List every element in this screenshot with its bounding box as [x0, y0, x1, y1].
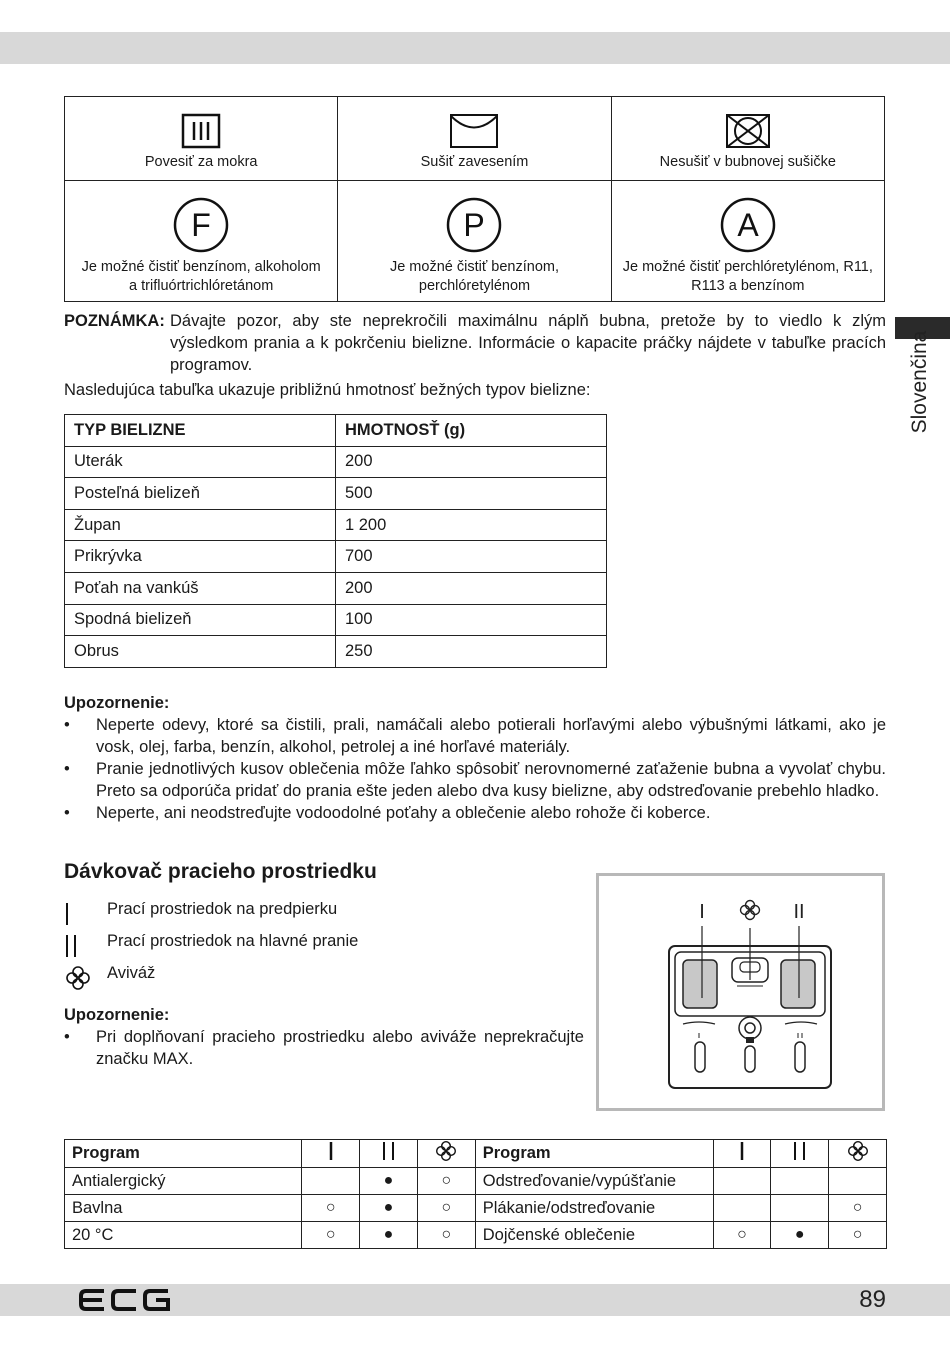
- dry-clean-a-icon: [719, 196, 777, 254]
- table-row: [65, 604, 607, 636]
- top-bar: [0, 32, 950, 64]
- care-label: Sušiť zavesením: [420, 154, 529, 170]
- cell: 250: [336, 636, 607, 668]
- ecg-logo: [78, 1288, 172, 1312]
- mark-cell: ○: [829, 1195, 887, 1222]
- program-table: [64, 1139, 887, 1249]
- care-label: Nesušiť v bubnovej sušičke: [659, 154, 836, 170]
- mark-cell: ●: [360, 1222, 418, 1249]
- flower-icon: [435, 1140, 457, 1162]
- header-cell: Program: [475, 1140, 713, 1168]
- cell: Posteľná bielizeň: [65, 478, 336, 510]
- program-name: Bavlna: [65, 1195, 302, 1222]
- table-row: [65, 541, 607, 573]
- figure-flower-icon: [741, 901, 760, 920]
- figure-label-prewash: I: [699, 901, 705, 923]
- prewash-symbol-icon: [736, 1141, 748, 1161]
- mark-cell: [829, 1168, 887, 1195]
- header-cell: Program: [65, 1140, 302, 1168]
- mainwash-symbol-icon: [64, 933, 94, 959]
- hang-wet-icon: [181, 113, 221, 149]
- table-row: [65, 446, 607, 478]
- mainwash-symbol-icon: [381, 1141, 397, 1161]
- list-item: • Pri doplňovaní pracieho prostriedku alebo aviváže neprekračujte značku MAX.: [64, 1028, 584, 1068]
- cell: 100: [336, 604, 607, 636]
- care-label: Je možné čistiť benzínom, alkoholom: [81, 259, 321, 275]
- cell: Obrus: [65, 636, 336, 668]
- mainwash-symbol-icon: [792, 1141, 808, 1161]
- care-label: Je možné čistiť perchlóretylénom, R11,: [622, 259, 873, 275]
- table-row: [65, 1195, 887, 1222]
- legend-label: Prací prostriedok na hlavné pranie: [107, 932, 359, 950]
- header-prewash: [302, 1140, 360, 1168]
- header-mainwash: [360, 1140, 418, 1168]
- language-label: Slovenčina: [908, 330, 931, 434]
- care-cell-no-tumble: [611, 97, 884, 181]
- table-row: [65, 509, 607, 541]
- care-label: Povesiť za mokra: [144, 154, 258, 170]
- list-item: • Pranie jednotlivých kusov oblečenia môže ľahko spôsobiť nerovnomerné zaťaženie bubna a vyvolať chybu. Preto sa odporúča pridať do prania ešte jeden alebo dva kusy bielizne, aby odstreďovanie prebehlo hladko.: [64, 760, 886, 800]
- mark-cell: [771, 1195, 829, 1222]
- cell: 200: [336, 446, 607, 478]
- mark-cell: ●: [360, 1195, 418, 1222]
- mark-cell: ○: [713, 1222, 771, 1249]
- dry-clean-f-icon: [172, 196, 230, 254]
- weight-intro: Nasledujúca tabuľka ukazuje približnú hmotnosť bežných typov bielizne:: [64, 381, 591, 399]
- legend-label: Aviváž: [107, 964, 156, 982]
- page-number: 89: [859, 1286, 886, 1313]
- cell: 200: [336, 572, 607, 604]
- note-label: POZNÁMKA:: [64, 312, 165, 330]
- program-name: Odstreďovanie/vypúšťanie: [475, 1168, 713, 1195]
- care-label: a trifluórtrichlóretánom: [129, 278, 274, 294]
- care-symbols-table: [64, 96, 885, 302]
- table-header-row: [65, 1140, 887, 1168]
- cell: 500: [336, 478, 607, 510]
- mark-cell: ○: [417, 1168, 475, 1195]
- mark-cell: [713, 1195, 771, 1222]
- care-cell-dry-clean-f: [65, 181, 338, 302]
- flower-icon: [64, 965, 94, 991]
- header-mainwash: [771, 1140, 829, 1168]
- mark-cell: [713, 1168, 771, 1195]
- dry-clean-p-icon: [445, 196, 503, 254]
- flower-icon: [847, 1140, 869, 1162]
- no-tumble-dry-icon: [725, 113, 771, 149]
- prewash-symbol-icon: [325, 1141, 337, 1161]
- warning-block: [64, 1004, 584, 1070]
- list-item: • Neperte odevy, ktoré sa čistili, prali, namáčali alebo potierali horľavými alebo výbušnými látkami, ako je vosk, olej, farba, benzín, alkohol, petrolej a iné horľavé materiály.: [64, 716, 886, 756]
- figure-label-mainwash: II: [793, 901, 805, 923]
- laundry-weight-table: [64, 414, 607, 668]
- list-item-text: Neperte, ani neodstreďujte vodoodolné poťahy a oblečenie alebo rohože či koberce.: [96, 804, 711, 822]
- note-text: Dávajte pozor, aby ste neprekročili maximálnu náplň bubna, pretože by to viedlo k zlým výsledkom prania a k pokrčeniu bielizne. Informácie o kapacite práčky nájdete v tabuľke pracích programov.: [170, 312, 886, 374]
- list-item: • Neperte, ani neodstreďujte vodoodolné poťahy a oblečenie alebo rohože či koberce.: [64, 804, 711, 822]
- table-row: [65, 1222, 887, 1249]
- program-name: Antialergický: [65, 1168, 302, 1195]
- header-softener: [829, 1140, 887, 1168]
- cell: Spodná bielizeň: [65, 604, 336, 636]
- table-row: [65, 636, 607, 668]
- mark-cell: ○: [829, 1222, 887, 1249]
- svg-text:F: F: [191, 207, 211, 243]
- table-row: [65, 478, 607, 510]
- mark-cell: ○: [302, 1222, 360, 1249]
- care-cell-dry-clean-a: [611, 181, 884, 302]
- cell: Poťah na vankúš: [65, 572, 336, 604]
- warning-title: Upozornenie:: [64, 1006, 170, 1024]
- cell: Uterák: [65, 446, 336, 478]
- program-name: 20 °C: [65, 1222, 302, 1249]
- section-heading: Dávkovač pracieho prostriedku: [64, 860, 377, 883]
- warning-block: [64, 692, 886, 824]
- mark-cell: ●: [771, 1222, 829, 1249]
- program-name: Dojčenské oblečenie: [475, 1222, 713, 1249]
- table-row: [65, 572, 607, 604]
- note-block: [64, 310, 886, 376]
- table-row: [65, 1168, 887, 1195]
- mark-cell: [771, 1168, 829, 1195]
- cell: Prikrývka: [65, 541, 336, 573]
- table-header-row: [65, 415, 607, 447]
- cell: 1 200: [336, 509, 607, 541]
- line-dry-icon: [449, 113, 499, 149]
- list-item-text: Pranie jednotlivých kusov oblečenia môže ľahko spôsobiť nerovnomerné zaťaženie bubna a vyvolať chybu. Preto sa odporúča pridať do prania ešte jeden alebo dva kusy bielizne, aby odstreďovanie prebehlo hladko.: [96, 760, 886, 800]
- warning-title: Upozornenie:: [64, 694, 170, 712]
- prewash-symbol-icon: [64, 901, 94, 927]
- care-cell-line-dry: [338, 97, 611, 181]
- mark-cell: ○: [417, 1222, 475, 1249]
- header-cell: TYP BIELIZNE: [65, 415, 336, 447]
- program-name: Plákanie/odstreďovanie: [475, 1195, 713, 1222]
- svg-text:P: P: [463, 207, 486, 243]
- mark-cell: [302, 1168, 360, 1195]
- care-label: Je možné čistiť benzínom,: [389, 259, 560, 275]
- dispenser-drawing: [599, 876, 882, 1108]
- mark-cell: ●: [360, 1168, 418, 1195]
- svg-text:A: A: [737, 207, 759, 243]
- mark-cell: ○: [417, 1195, 475, 1222]
- header-cell: HMOTNOSŤ (g): [336, 415, 607, 447]
- legend-label: Prací prostriedok na predpierku: [107, 900, 338, 918]
- header-prewash: [713, 1140, 771, 1168]
- care-label: perchlóretylénom: [418, 278, 531, 294]
- care-label: R113 a benzínom: [691, 278, 805, 294]
- cell: Župan: [65, 509, 336, 541]
- care-cell-hang-wet: [65, 97, 338, 181]
- header-softener: [417, 1140, 475, 1168]
- list-item-text: Neperte odevy, ktoré sa čistili, prali, namáčali alebo potierali horľavými alebo výbušnými látkami, ako je vosk, olej, farba, benzín, alkohol, petrolej a iné horľavé materiály.: [96, 716, 886, 756]
- care-cell-dry-clean-p: [338, 181, 611, 302]
- list-item-text: Pri doplňovaní pracieho prostriedku alebo aviváže neprekračujte značku MAX.: [96, 1028, 584, 1068]
- cell: 700: [336, 541, 607, 573]
- mark-cell: ○: [302, 1195, 360, 1222]
- dispenser-figure: [596, 873, 885, 1111]
